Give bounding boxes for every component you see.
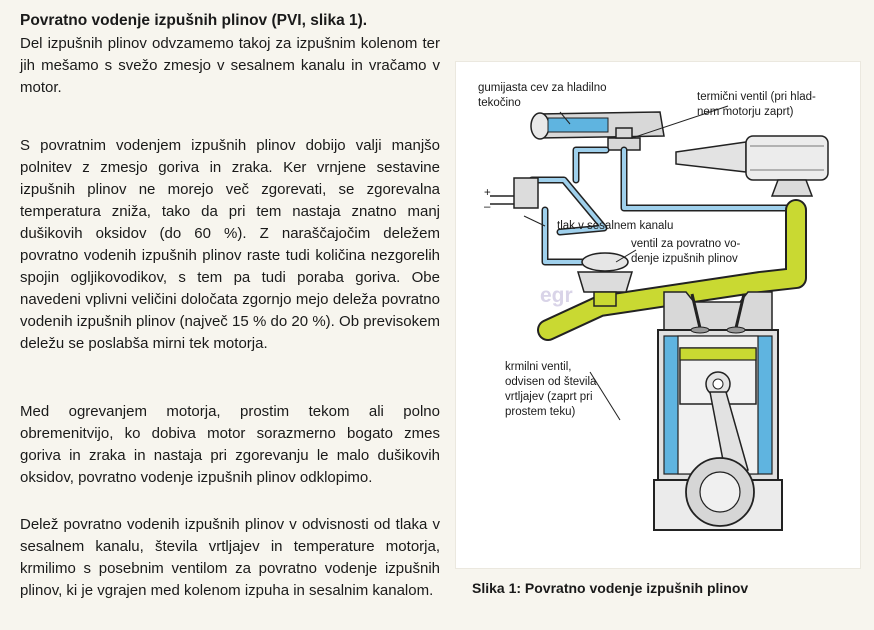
control-valve (484, 178, 538, 213)
plus-sign: + (484, 187, 491, 199)
label-pressure: tlak v sesalnem kanalu (557, 220, 674, 232)
watermark-egr: egr (540, 284, 573, 307)
label-control-1: krmilni ventil, (505, 361, 572, 373)
label-thermo-1: termični ventil (pri hlad- (697, 91, 816, 103)
section-heading: Povratno vodenje izpušnih plinov (PVI, slika 1). (20, 12, 368, 29)
label-egr-valve-2: denje izpušnih plinov (631, 253, 738, 265)
paragraph-effects: S povratnim vodenjem izpušnih plinov dobijo valji manjšo polnitev z zmesjo goriva in zraka. Ker vrnjene sestavine izpušnih plinov ne morejo več zgorevati, se zgorevalna temperatura zniža, tako da pri tem nastaja znatno manj dušikovih oksidov (do 60 %). Z naraščajočim deležem povratno vodenih izpušnih plinov raste tudi količina nezgorelih spojin ogljikovodikov, s tem pa tudi poraba goriva. Obe navedeni vplivni veličini določata zgornjo mejo deleža povratno vodenih izpušnih plinov (največ 15 % do 20 %). Ob previsokem deležu se poslabša mirni tek motorja. (20, 137, 440, 352)
paragraph-control: Delež povratno vodenih izpušnih plinov v odvisnosti od tlaka v sesalnem kanalu, števila vrtljajev in temperature motorja, krmilimo s posebnim ventilom za povratno vodenje izpušnih plinov, ki je vgrajen med kolenom izpuha in sesalnim kanalom. (20, 516, 440, 599)
air-filter (676, 136, 828, 196)
label-control-2: odvisen od števila (505, 376, 597, 388)
label-control-3: vrtljajev (zaprt pri (505, 391, 593, 403)
figure-caption: Slika 1: Povratno vodenje izpušnih plinov (472, 580, 749, 596)
paragraph-intro: Del izpušnih plinov odvzamemo takoj za izpušnim kolenom ter jih mešamo s svežo zmesjo v sesalnem kanalu in vračamo v motor. (20, 35, 440, 96)
paragraph-disabling: Med ogrevanjem motorja, prostim tekom ali polno obremenitvijo, ko dobiva motor sorazmerno bogato zmes goriva in zraka in nastaja pri zgorevanju le malo dušikovih oksidov, povratno vodenje izpušnih plinov odklopimo. (20, 403, 440, 486)
label-egr-valve-1: ventil za povratno vo- (631, 238, 741, 250)
minus-sign: – (484, 201, 491, 213)
label-hose-2: tekočino (478, 97, 521, 109)
coolant-hose (531, 112, 664, 139)
label-thermo-2: nem motorju zaprt) (697, 106, 794, 118)
label-hose-1: gumijasta cev za hladilno (478, 82, 607, 94)
label-control-4: prostem teku) (505, 406, 576, 418)
